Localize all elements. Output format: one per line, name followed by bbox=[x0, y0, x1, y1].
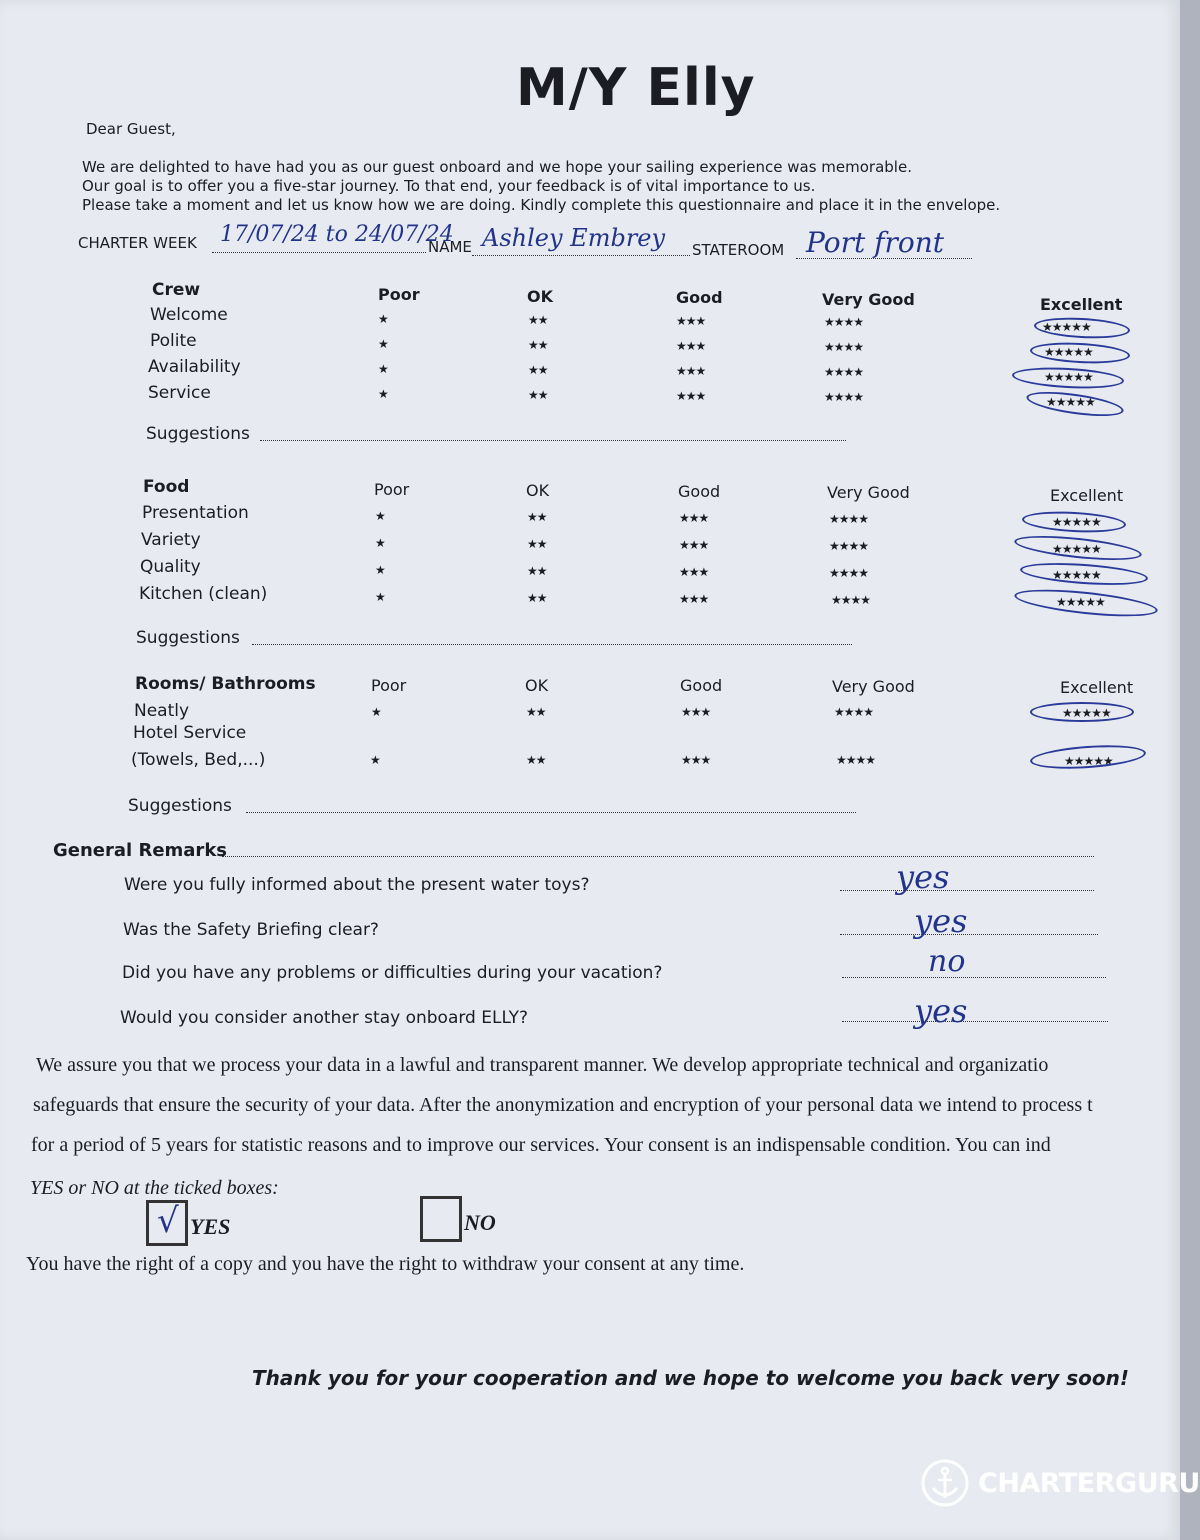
star-ok[interactable]: ★★ bbox=[527, 510, 547, 524]
star-ok[interactable]: ★★ bbox=[526, 705, 546, 719]
row-label: Service bbox=[148, 383, 211, 403]
star-excellent[interactable]: ★★★★★ bbox=[1062, 706, 1111, 720]
general-remarks-heading: General Remarks bbox=[53, 840, 227, 861]
star-poor[interactable]: ★ bbox=[378, 312, 388, 326]
star-ok[interactable]: ★★ bbox=[526, 753, 546, 767]
question-safety-briefing: Was the Safety Briefing clear? bbox=[123, 920, 379, 940]
col-very-good: Very Good bbox=[832, 677, 915, 696]
row-label: Welcome bbox=[150, 305, 228, 325]
star-excellent[interactable]: ★★★★★ bbox=[1046, 395, 1095, 409]
star-poor[interactable]: ★ bbox=[378, 362, 388, 376]
star-ok[interactable]: ★★ bbox=[528, 338, 548, 352]
col-excellent: Excellent bbox=[1050, 486, 1124, 505]
intro-line-2: Our goal is to offer you a five-star journey. To that end, your feedback is of vital importance to us. bbox=[82, 177, 816, 195]
suggestions-label: Suggestions bbox=[128, 796, 232, 816]
question-problems: Did you have any problems or difficulties during your vacation? bbox=[122, 963, 663, 983]
intro-line-1: We are delighted to have had you as our guest onboard and we hope your sailing experience was memorable. bbox=[82, 158, 912, 176]
question-water-toys: Were you fully informed about the present water toys? bbox=[124, 875, 590, 895]
suggestions-line[interactable] bbox=[252, 644, 852, 645]
star-very-good[interactable]: ★★★★ bbox=[831, 593, 871, 607]
star-excellent[interactable]: ★★★★★ bbox=[1052, 515, 1101, 529]
section-rooms-heading: Rooms/ Bathrooms bbox=[135, 674, 316, 694]
col-excellent: Excellent bbox=[1040, 295, 1123, 314]
row-label: Availability bbox=[148, 357, 241, 377]
star-poor[interactable]: ★ bbox=[378, 337, 388, 351]
star-ok[interactable]: ★★ bbox=[527, 591, 547, 605]
star-poor[interactable]: ★ bbox=[375, 590, 385, 604]
consent-yes-label: YES bbox=[190, 1214, 231, 1239]
consent-line-4: YES or NO at the ticked boxes: bbox=[30, 1177, 279, 1199]
section-food-heading: Food bbox=[143, 477, 190, 497]
answer-problems[interactable]: no bbox=[928, 944, 966, 979]
stateroom-value[interactable]: Port front bbox=[806, 226, 944, 259]
star-good[interactable]: ★★★ bbox=[679, 565, 709, 579]
suggestions-line[interactable] bbox=[260, 440, 846, 441]
general-remarks-line[interactable] bbox=[222, 856, 1094, 857]
selection-circle bbox=[1030, 702, 1134, 722]
star-ok[interactable]: ★★ bbox=[527, 564, 547, 578]
name-label: NAME bbox=[428, 238, 472, 256]
col-ok: OK bbox=[527, 287, 553, 306]
star-excellent[interactable]: ★★★★★ bbox=[1044, 370, 1093, 384]
star-very-good[interactable]: ★★★★ bbox=[824, 390, 864, 404]
star-poor[interactable]: ★ bbox=[371, 705, 381, 719]
check-mark-icon: √ bbox=[157, 1201, 179, 1241]
consent-line-1: We assure you that we process your data in a lawful and transparent manner. We develop appropriate technical and organizatio bbox=[36, 1054, 1049, 1076]
answer-water-toys[interactable]: yes bbox=[896, 858, 950, 896]
star-good[interactable]: ★★★ bbox=[676, 339, 706, 353]
star-excellent[interactable]: ★★★★★ bbox=[1042, 320, 1091, 334]
col-poor: Poor bbox=[374, 480, 410, 499]
row-label: Variety bbox=[141, 530, 201, 550]
star-poor[interactable]: ★ bbox=[370, 753, 380, 767]
star-excellent[interactable]: ★★★★★ bbox=[1064, 754, 1113, 768]
consent-line-3: for a period of 5 years for statistic reasons and to improve our services. Your consent is an indispensable condition. You can ind bbox=[31, 1134, 1051, 1156]
star-poor[interactable]: ★ bbox=[375, 563, 385, 577]
answer-safety-briefing[interactable]: yes bbox=[914, 902, 968, 940]
greeting: Dear Guest, bbox=[86, 120, 176, 138]
col-very-good: Very Good bbox=[827, 483, 910, 502]
name-value[interactable]: Ashley Embrey bbox=[482, 224, 666, 252]
star-ok[interactable]: ★★ bbox=[528, 388, 548, 402]
row-label: Kitchen (clean) bbox=[139, 584, 268, 604]
star-good[interactable]: ★★★ bbox=[676, 314, 706, 328]
stateroom-label: STATEROOM bbox=[692, 241, 785, 259]
star-poor[interactable]: ★ bbox=[378, 387, 388, 401]
charter-week-value[interactable]: 17/07/24 to 24/07/24 bbox=[220, 222, 454, 247]
document-title: M/Y Elly bbox=[516, 58, 756, 118]
star-ok[interactable]: ★★ bbox=[528, 363, 548, 377]
star-very-good[interactable]: ★★★★ bbox=[829, 512, 869, 526]
col-very-good: Very Good bbox=[822, 290, 915, 309]
star-good[interactable]: ★★★ bbox=[676, 389, 706, 403]
star-good[interactable]: ★★★ bbox=[676, 364, 706, 378]
star-ok[interactable]: ★★ bbox=[527, 537, 547, 551]
col-excellent: Excellent bbox=[1060, 678, 1134, 697]
section-crew-heading: Crew bbox=[152, 280, 201, 300]
consent-no-label: NO bbox=[464, 1210, 496, 1235]
star-excellent[interactable]: ★★★★★ bbox=[1044, 345, 1093, 359]
star-good[interactable]: ★★★ bbox=[681, 705, 711, 719]
page-edge bbox=[1180, 0, 1200, 1540]
question-stay-again: Would you consider another stay onboard ELLY? bbox=[120, 1008, 529, 1028]
col-good: Good bbox=[678, 482, 721, 501]
anchor-icon bbox=[920, 1458, 970, 1508]
row-label: Quality bbox=[140, 557, 201, 577]
star-excellent[interactable]: ★★★★★ bbox=[1052, 542, 1101, 556]
col-ok: OK bbox=[526, 481, 550, 500]
answer-stay-again[interactable]: yes bbox=[914, 992, 968, 1030]
consent-yes-checkbox[interactable] bbox=[146, 1200, 188, 1246]
star-poor[interactable]: ★ bbox=[375, 509, 385, 523]
star-good[interactable]: ★★★ bbox=[679, 538, 709, 552]
star-very-good[interactable]: ★★★★ bbox=[836, 753, 876, 767]
row-label: Polite bbox=[150, 331, 197, 351]
star-excellent[interactable]: ★★★★★ bbox=[1056, 595, 1105, 609]
row-label: Neatly bbox=[134, 701, 190, 721]
suggestions-label: Suggestions bbox=[146, 424, 250, 444]
closing-thanks: Thank you for your cooperation and we hope to welcome you back very soon! bbox=[252, 1366, 1129, 1390]
star-poor[interactable]: ★ bbox=[375, 536, 385, 550]
row-label: Hotel Service bbox=[133, 723, 247, 743]
star-very-good[interactable]: ★★★★ bbox=[829, 566, 869, 580]
consent-line-2: safeguards that ensure the security of your data. After the anonymization and encryption of your personal data we intend to process t bbox=[33, 1094, 1093, 1116]
star-excellent[interactable]: ★★★★★ bbox=[1052, 568, 1101, 582]
charter-week-label: CHARTER WEEK bbox=[78, 234, 197, 252]
col-ok: OK bbox=[525, 676, 549, 695]
star-good[interactable]: ★★★ bbox=[681, 753, 711, 767]
star-very-good[interactable]: ★★★★ bbox=[829, 539, 869, 553]
row-label: Presentation bbox=[142, 503, 249, 523]
star-good[interactable]: ★★★ bbox=[679, 511, 709, 525]
star-very-good[interactable]: ★★★★ bbox=[824, 315, 864, 329]
rights-line: You have the right of a copy and you have the right to withdraw your consent at any time. bbox=[26, 1253, 745, 1275]
star-good[interactable]: ★★★ bbox=[679, 592, 709, 606]
star-ok[interactable]: ★★ bbox=[528, 313, 548, 327]
suggestions-line[interactable] bbox=[246, 812, 856, 813]
col-poor: Poor bbox=[371, 676, 407, 695]
col-good: Good bbox=[676, 288, 723, 307]
col-good: Good bbox=[680, 676, 723, 695]
consent-no-checkbox[interactable] bbox=[420, 1196, 462, 1242]
star-very-good[interactable]: ★★★★ bbox=[834, 705, 874, 719]
col-poor: Poor bbox=[378, 285, 420, 304]
star-very-good[interactable]: ★★★★ bbox=[824, 365, 864, 379]
intro-line-3: Please take a moment and let us know how we are doing. Kindly complete this questionnaire and place it in the envelope. bbox=[82, 196, 1001, 214]
watermark-text: CHARTERGURU bbox=[978, 1468, 1200, 1499]
suggestions-label: Suggestions bbox=[136, 628, 240, 648]
row-label: (Towels, Bed,...) bbox=[131, 750, 266, 770]
star-very-good[interactable]: ★★★★ bbox=[824, 340, 864, 354]
